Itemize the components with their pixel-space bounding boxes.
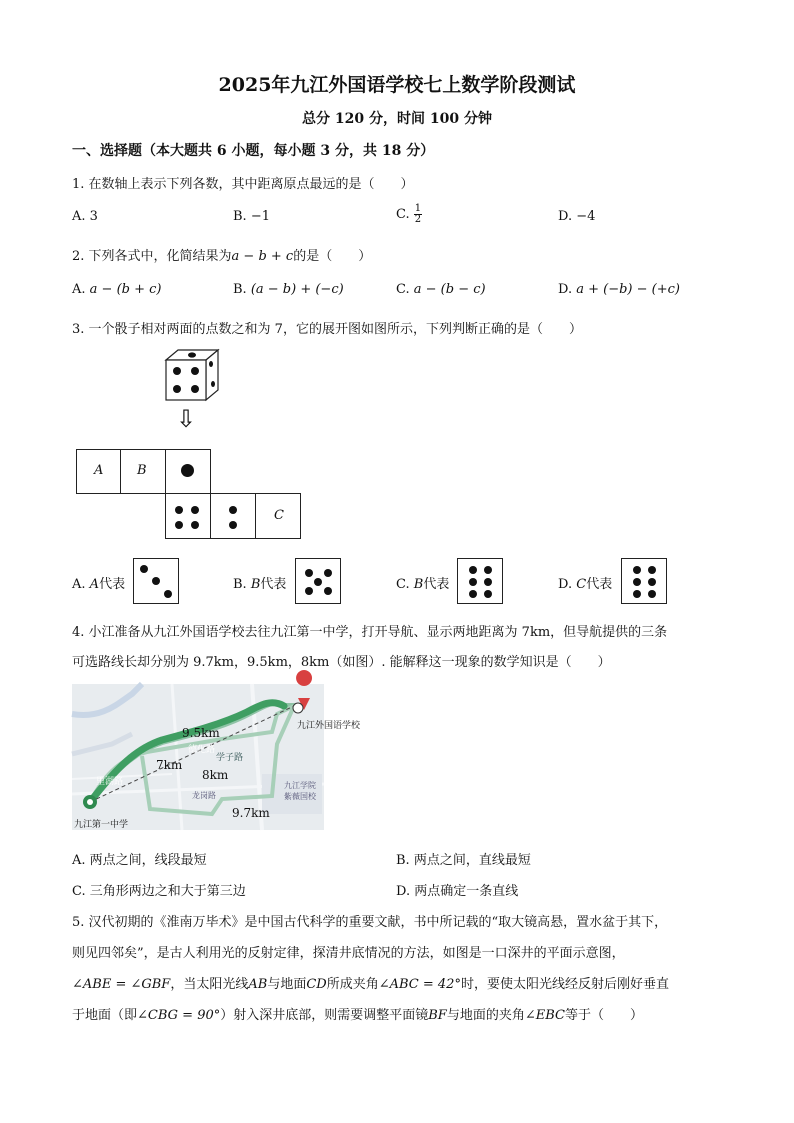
- question-5-line-1: 5. 汉代初期的《淮南万毕术》是中国古代科学的重要文献，书中所记载的“取大镜高悬，置水盆于其下，: [72, 915, 668, 930]
- option-a-label: A.: [72, 282, 86, 297]
- pip: [229, 506, 237, 514]
- math-symbol: AB: [248, 977, 268, 992]
- question-2-option-d: [558, 282, 680, 297]
- pip: [469, 590, 477, 598]
- dice-side-dot: [211, 381, 215, 387]
- option-text: 代表: [586, 577, 613, 592]
- question-4-line-1: 4. 小江准备从九江外国语学校去往九江第一中学，打开导航、显示两地距离为 7km，但导航提供的三条: [72, 625, 668, 640]
- pip: [484, 578, 492, 586]
- pip: [191, 506, 199, 514]
- angle-expression: ∠CBG = 90°: [137, 1008, 221, 1023]
- angle-expression: ∠EBC: [524, 1008, 565, 1023]
- net-cell-two-dots: [210, 493, 256, 539]
- math-symbol: BF: [428, 1008, 447, 1023]
- option-label: C.: [396, 577, 410, 592]
- question-2-stem-post: 的是（ ）: [293, 249, 372, 264]
- question-1-option-c-label: C.: [396, 207, 410, 222]
- map-road-label: 龙岗路: [192, 791, 216, 800]
- route-label-9-5km: 9.5km: [182, 726, 220, 740]
- net-label-b: B: [137, 463, 147, 478]
- net-cell-four-dots: [165, 493, 211, 539]
- down-arrow-icon: ⇩: [176, 405, 197, 433]
- option-b-label: B.: [233, 282, 247, 297]
- question-1-option-b: B. −1: [233, 209, 270, 224]
- option-text: 代表: [260, 577, 287, 592]
- pip: [469, 578, 477, 586]
- option-d-label: D.: [558, 282, 573, 297]
- pip: [175, 506, 183, 514]
- question-2-option-a: [72, 282, 161, 297]
- question-4-option-d: D. 两点确定一条直线: [396, 884, 519, 899]
- option-label: A.: [72, 577, 86, 592]
- pip: [305, 587, 313, 595]
- question-1-option-a: A. 3: [72, 209, 98, 224]
- question-5-line-2: 则见四邻矣”，是古人利用光的反射定律，探清井底情况的方法，如图是一口深井的平面示意图，: [72, 946, 625, 961]
- dice-front-face: [166, 360, 206, 400]
- pip: [191, 521, 199, 529]
- map-road-label: 德化路: [188, 745, 216, 755]
- question-4-line-2: 可选路线长却分别为 9.7km，9.5km，8km（如图）. 能解释这一现象的数学知识是（ ）: [72, 655, 611, 670]
- dice-front-dot: [173, 385, 181, 393]
- option-a-expression: a − (b + c): [89, 282, 162, 297]
- text-span: 等于（ ）: [564, 1008, 643, 1023]
- dice-front-dot: [173, 367, 181, 375]
- fraction-numerator: 1: [414, 203, 422, 214]
- pip: [164, 590, 172, 598]
- question-4-option-a: A. 两点之间，线段最短: [72, 853, 207, 868]
- option-variable: C: [576, 577, 587, 592]
- map-poi-label: 九江学院: [284, 781, 316, 790]
- pip: [469, 566, 477, 574]
- math-symbol: CD: [306, 977, 327, 992]
- fraction-one-half: [414, 204, 422, 225]
- text-span: ）射入深井底部，则需要调整平面镜: [220, 1008, 429, 1023]
- text-span: 所成夹角: [326, 977, 379, 992]
- question-2-option-c: [396, 282, 486, 297]
- option-d-expression: a + (−b) − (+c): [576, 282, 680, 297]
- dice-side-dot: [209, 361, 213, 367]
- question-2-option-b: [233, 282, 344, 297]
- pip: [324, 569, 332, 577]
- pip: [324, 587, 332, 595]
- angle-expression: ∠ABC = 42°: [378, 977, 461, 992]
- route-map-graphics: [72, 684, 324, 830]
- net-label-a: A: [94, 463, 104, 478]
- option-variable: B: [413, 577, 424, 592]
- net-cell-c: [255, 493, 301, 539]
- option-text: 代表: [99, 577, 126, 592]
- option-c-label: C.: [396, 282, 410, 297]
- question-1-stem: 1. 在数轴上表示下列各数，其中距离原点最远的是（ ）: [72, 177, 414, 192]
- map-poi-label: 紫薇国校: [284, 792, 316, 801]
- section-heading: 一、选择题（本大题共 6 小题，每小题 3 分，共 18 分）: [72, 143, 435, 159]
- option-variable: B: [250, 577, 261, 592]
- option-label: B.: [233, 577, 247, 592]
- option-b-face-five: [295, 558, 341, 604]
- pip: [229, 521, 237, 529]
- fraction-denominator: 2: [414, 214, 422, 225]
- map-road-label: 学子路: [216, 753, 244, 763]
- question-2-stem: [72, 245, 371, 264]
- pip: [484, 566, 492, 574]
- net-cell-a: [76, 449, 121, 494]
- option-label: D.: [558, 577, 573, 592]
- pip: [484, 590, 492, 598]
- question-2-expression: a − b + c: [231, 249, 294, 264]
- option-b-expression: (a − b) + (−c): [250, 282, 344, 297]
- pip: [633, 566, 641, 574]
- angle-expression: ∠ABE = ∠GBF: [72, 977, 171, 992]
- net-cell-one-dot: [165, 449, 211, 494]
- map-destination-label: 九江外国语学校: [297, 721, 361, 731]
- question-4-option-b: B. 两点之间，直线最短: [396, 853, 531, 868]
- question-3-option-c: [396, 573, 449, 592]
- route-label-9-7km: 9.7km: [232, 806, 270, 820]
- question-3-stem: 3. 一个骰子相对两面的点数之和为 7，它的展开图如图所示，下列判断正确的是（ ）: [72, 322, 582, 337]
- question-4-option-c: C. 三角形两边之和大于第三边: [72, 884, 246, 899]
- option-variable: A: [89, 577, 100, 592]
- route-label-8km: 8km: [202, 768, 229, 782]
- text-span: 时，要使太阳光线经反射后刚好垂直: [460, 977, 669, 992]
- option-a-face-three: [133, 558, 179, 604]
- text-span: 与地面的夹角: [446, 1008, 525, 1023]
- pip: [181, 464, 194, 477]
- pip: [305, 569, 313, 577]
- pip: [314, 578, 322, 586]
- pip: [140, 565, 148, 573]
- pip: [175, 521, 183, 529]
- question-1-option-d: D. −4: [558, 209, 596, 224]
- question-1-option-c: [396, 204, 422, 225]
- text-span: 与地面: [267, 977, 307, 992]
- text-span: 于地面（即: [72, 1008, 138, 1023]
- question-2-stem-pre: 2. 下列各式中，化简结果为: [72, 249, 232, 264]
- pip: [648, 578, 656, 586]
- pip: [152, 577, 160, 585]
- net-label-c: C: [274, 508, 284, 523]
- text-span: ，当太阳光线: [170, 977, 249, 992]
- pip: [633, 578, 641, 586]
- map-origin-label: 九江第一中学: [74, 820, 129, 830]
- question-3-option-a: [72, 573, 125, 592]
- pip: [648, 590, 656, 598]
- question-3-option-b: [233, 573, 286, 592]
- question-3-option-d: [558, 573, 612, 592]
- dice-front-dot: [191, 385, 199, 393]
- page-title: 2025年九江外国语学校七上数学阶段测试: [218, 74, 576, 96]
- option-d-face-six: [621, 558, 667, 604]
- pip: [633, 590, 641, 598]
- option-text: 代表: [423, 577, 450, 592]
- map-road-label: 里湖路: [96, 777, 124, 787]
- pip: [648, 566, 656, 574]
- route-label-7km: 7km: [156, 758, 183, 772]
- question-5-line-3: [72, 973, 669, 992]
- option-c-face-six: [457, 558, 503, 604]
- dice-front-dot: [191, 367, 199, 375]
- dice-3d-figure: [158, 348, 222, 402]
- net-cell-b: [120, 449, 166, 494]
- route-map-image: [72, 684, 361, 830]
- dice-top-dot: [188, 352, 196, 357]
- page-subtitle: 总分 120 分，时间 100 分钟: [302, 111, 492, 127]
- question-5-line-4: [72, 1004, 643, 1023]
- option-c-expression: a − (b − c): [413, 282, 486, 297]
